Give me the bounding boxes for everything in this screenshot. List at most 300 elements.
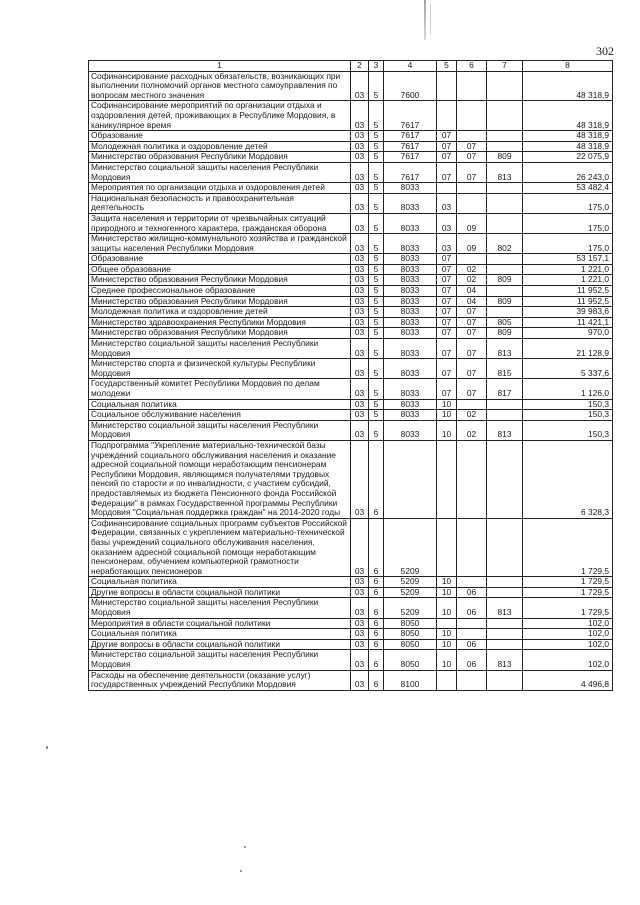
code-cell: 07 [437,379,457,399]
column-header: 5 [437,61,457,72]
table-row [89,307,613,318]
code-cell: 03 [351,618,369,629]
code-cell: 07 [437,296,457,307]
code-cell: 8050 [384,650,437,670]
code-cell: 6 [369,518,384,577]
table-row [89,629,613,640]
amount-cell: 150,3 [523,420,613,440]
code-cell: 03 [351,234,369,254]
row-name-cell: Подпрограмма "Укрепление материально-технической базы учреждений социального обслуживания населения и оказание адресной социальной помощи неработающим пенсионерам Республики Мордовия, являющимся получателями трудовых пенсий по старости и по инвалидности, с участием субсидий, предоставляемых из бюджета Пенсионного фонда Российской Федерации" в рамках Государственной программы Республики Мордовия "Социальная поддержка граждан" на 2014-2020 годы [89,440,351,518]
code-cell: 5 [369,131,384,142]
code-cell: 7600 [384,71,437,101]
code-cell [487,399,523,410]
scan-speck [244,846,246,848]
code-cell: 8033 [384,193,437,213]
code-cell: 5 [369,379,384,399]
code-cell: 07 [437,328,457,339]
row-name-cell: Национальная безопасность и правоохранительная деятельность [89,193,351,213]
amount-cell: 1 221,0 [523,264,613,275]
code-cell: 5 [369,359,384,379]
code-cell: 809 [487,296,523,307]
code-cell [487,629,523,640]
table-row [89,399,613,410]
table-row [89,670,613,690]
code-cell: 03 [351,275,369,286]
code-cell: 10 [437,629,457,640]
code-cell: 03 [351,339,369,359]
row-name-cell: Социальное обслуживание населения [89,410,351,421]
code-cell [487,183,523,194]
row-name-cell: Образование [89,254,351,265]
row-name-cell: Министерство образования Республики Мордовия [89,296,351,307]
table-row [89,141,613,152]
code-cell: 03 [351,440,369,518]
code-cell: 5 [369,152,384,163]
code-cell: 07 [437,131,457,142]
code-cell [437,71,457,101]
code-cell [487,286,523,297]
code-cell: 03 [351,131,369,142]
code-cell: 7617 [384,101,437,131]
code-cell: 8033 [384,296,437,307]
code-cell: 02 [457,420,487,440]
table-row [89,286,613,297]
code-cell: 5 [369,296,384,307]
amount-cell: 11 421,1 [523,317,613,328]
row-name-cell: Другие вопросы в области социальной политики [89,587,351,598]
column-header: 6 [457,61,487,72]
code-cell: 07 [437,339,457,359]
code-cell: 10 [437,577,457,588]
code-cell [457,101,487,131]
code-cell: 8033 [384,264,437,275]
code-cell [457,618,487,629]
table-row [89,183,613,194]
code-cell: 815 [487,359,523,379]
code-cell: 5209 [384,518,437,577]
code-cell: 8033 [384,339,437,359]
code-cell: 07 [457,307,487,318]
code-cell: 813 [487,598,523,618]
code-cell: 5 [369,193,384,213]
code-cell [384,440,437,518]
code-cell: 8033 [384,317,437,328]
row-name-cell: Министерство социальной защиты населения Республики Мордовия [89,598,351,618]
column-header: 8 [523,61,613,72]
code-cell: 813 [487,420,523,440]
column-header: 7 [487,61,523,72]
code-cell [487,307,523,318]
row-name-cell: Министерство спорта и физической культуры Республики Мордовия [89,359,351,379]
amount-cell: 1 729,5 [523,518,613,577]
amount-cell: 1 221,0 [523,275,613,286]
code-cell [437,440,457,518]
code-cell [487,618,523,629]
amount-cell: 39 983,6 [523,307,613,318]
code-cell: 5 [369,328,384,339]
code-cell: 03 [351,317,369,328]
table-row [89,440,613,518]
code-cell: 10 [437,420,457,440]
amount-cell: 11 952,5 [523,286,613,297]
code-cell: 09 [457,213,487,233]
row-name-cell: Мероприятия по организации отдыха и оздоровления детей [89,183,351,194]
code-cell: 6 [369,670,384,690]
code-cell: 03 [437,213,457,233]
code-cell: 10 [437,598,457,618]
amount-cell: 53 157,1 [523,254,613,265]
amount-cell: 1 729,5 [523,587,613,598]
code-cell: 8033 [384,286,437,297]
code-cell: 03 [351,577,369,588]
code-cell: 5 [369,420,384,440]
row-name-cell: Министерство социальной защиты населения Республики Мордовия [89,162,351,182]
code-cell: 813 [487,650,523,670]
code-cell: 809 [487,152,523,163]
row-name-cell: Защита населения и территории от чрезвычайных ситуаций природного и техногенного характера, гражданская оборона [89,213,351,233]
code-cell: 07 [457,141,487,152]
code-cell [457,518,487,577]
code-cell: 8033 [384,359,437,379]
code-cell: 5209 [384,598,437,618]
code-cell: 6 [369,577,384,588]
code-cell: 03 [351,162,369,182]
code-cell: 5 [369,339,384,359]
scan-artifact [430,4,431,34]
code-cell [487,71,523,101]
code-cell: 03 [351,101,369,131]
table-row [89,234,613,254]
code-cell: 03 [351,670,369,690]
code-cell: 809 [487,328,523,339]
amount-cell: 1 729,5 [523,577,613,588]
code-cell: 802 [487,234,523,254]
row-name-cell: Среднее профессиональное образование [89,286,351,297]
code-cell: 07 [457,152,487,163]
code-cell: 03 [351,420,369,440]
row-name-cell: Социальная политика [89,399,351,410]
table-row [89,598,613,618]
code-cell: 03 [351,183,369,194]
code-cell: 5209 [384,577,437,588]
code-cell: 07 [457,328,487,339]
table-row [89,328,613,339]
row-name-cell: Образование [89,131,351,142]
code-cell: 07 [437,152,457,163]
code-cell: 03 [351,193,369,213]
code-cell: 07 [457,379,487,399]
code-cell: 10 [437,399,457,410]
code-cell: 5 [369,162,384,182]
amount-cell: 48 318,9 [523,71,613,101]
code-cell: 07 [437,141,457,152]
amount-cell: 970,0 [523,328,613,339]
code-cell: 02 [457,410,487,421]
code-cell: 813 [487,162,523,182]
table-row [89,162,613,182]
code-cell [487,213,523,233]
code-cell: 5 [369,317,384,328]
scan-speck [240,870,242,872]
code-cell: 03 [351,629,369,640]
code-cell: 07 [437,275,457,286]
row-name-cell: Министерство жилищно-коммунального хозяйства и гражданской защиты населения Республики Мордовия [89,234,351,254]
code-cell: 07 [457,317,487,328]
amount-cell: 102,0 [523,650,613,670]
code-cell: 07 [437,317,457,328]
amount-cell: 150,3 [523,410,613,421]
table-row [89,193,613,213]
table-row [89,296,613,307]
code-cell [457,399,487,410]
code-cell: 07 [437,307,457,318]
row-name-cell: Министерство образования Республики Мордовия [89,328,351,339]
code-cell: 03 [351,639,369,650]
code-cell [457,440,487,518]
code-cell [487,639,523,650]
row-name-cell: Софинансирование расходных обязательств, возникающих при выполнении полномочий органов местного самоуправления по вопросам местного значения [89,71,351,101]
code-cell: 8033 [384,379,437,399]
code-cell: 8050 [384,629,437,640]
code-cell: 8033 [384,307,437,318]
code-cell [487,587,523,598]
code-cell: 5 [369,410,384,421]
code-cell: 03 [437,234,457,254]
table-body [89,71,613,690]
code-cell [437,518,457,577]
code-cell: 5 [369,307,384,318]
table-row [89,587,613,598]
code-cell [457,71,487,101]
row-name-cell: Молодежная политика и оздоровление детей [89,307,351,318]
row-name-cell: Министерство образования Республики Мордовия [89,275,351,286]
row-name-cell: Мероприятия в области социальной политики [89,618,351,629]
code-cell: 5 [369,101,384,131]
code-cell: 03 [351,71,369,101]
table-row [89,339,613,359]
code-cell [457,183,487,194]
amount-cell: 1 126,0 [523,379,613,399]
code-cell: 03 [351,307,369,318]
row-name-cell: Министерство здравоохранения Республики Мордовия [89,317,351,328]
code-cell: 5209 [384,587,437,598]
amount-cell: 48 318,9 [523,131,613,142]
code-cell [487,131,523,142]
code-cell: 8050 [384,618,437,629]
code-cell: 5 [369,399,384,410]
code-cell: 03 [351,410,369,421]
code-cell: 04 [457,286,487,297]
code-cell: 09 [457,234,487,254]
amount-cell: 4 496,8 [523,670,613,690]
code-cell: 03 [437,193,457,213]
amount-cell: 102,0 [523,618,613,629]
code-cell: 04 [457,296,487,307]
table-row [89,420,613,440]
amount-cell: 150,3 [523,399,613,410]
amount-cell: 175,0 [523,234,613,254]
code-cell: 03 [351,296,369,307]
table-row [89,410,613,421]
code-cell: 5 [369,234,384,254]
table-header-row [89,61,613,72]
table-row [89,275,613,286]
code-cell: 07 [457,359,487,379]
code-cell: 8033 [384,213,437,233]
code-cell: 6 [369,650,384,670]
code-cell [487,193,523,213]
table-row [89,518,613,577]
code-cell: 5 [369,141,384,152]
code-cell: 10 [437,410,457,421]
code-cell: 5 [369,183,384,194]
code-cell [487,670,523,690]
code-cell [457,131,487,142]
row-name-cell: Молодежная политика и оздоровление детей [89,141,351,152]
code-cell: 03 [351,399,369,410]
code-cell: 03 [351,598,369,618]
code-cell: 10 [437,587,457,598]
row-name-cell: Софинансирование социальных программ субъектов Российской Федерации, связанных с укреплением материально-технической базы учреждений социального обслуживания населения, оказанием адресной социальной помощи неработающим пенсионерам, обучением компьютерной грамотности неработающих пенсионеров [89,518,351,577]
code-cell [437,670,457,690]
row-name-cell: Общее образование [89,264,351,275]
amount-cell: 5 337,6 [523,359,613,379]
code-cell: 6 [369,598,384,618]
table-row [89,639,613,650]
amount-cell: 26 243,0 [523,162,613,182]
table-row [89,264,613,275]
code-cell [487,518,523,577]
code-cell: 8033 [384,275,437,286]
code-cell: 5 [369,275,384,286]
code-cell: 7617 [384,162,437,182]
column-header: 1 [89,61,351,72]
code-cell: 6 [369,587,384,598]
amount-cell: 48 318,9 [523,101,613,131]
code-cell: 06 [457,650,487,670]
code-cell [437,183,457,194]
amount-cell: 11 952,5 [523,296,613,307]
code-cell: 809 [487,275,523,286]
table-row [89,254,613,265]
code-cell: 06 [457,587,487,598]
table-row [89,152,613,163]
code-cell: 03 [351,587,369,598]
code-cell: 6 [369,639,384,650]
code-cell: 8033 [384,234,437,254]
code-cell: 6 [369,629,384,640]
code-cell [487,577,523,588]
amount-cell: 21 128,9 [523,339,613,359]
row-name-cell: Министерство образования Республики Мордовия [89,152,351,163]
code-cell [487,254,523,265]
code-cell [457,670,487,690]
amount-cell: 22 075,9 [523,152,613,163]
code-cell: 03 [351,518,369,577]
code-cell: 03 [351,141,369,152]
table-row [89,618,613,629]
code-cell [487,101,523,131]
code-cell: 5 [369,286,384,297]
row-name-cell: Министерство социальной защиты населения Республики Мордовия [89,650,351,670]
amount-cell: 102,0 [523,639,613,650]
code-cell: 8033 [384,399,437,410]
code-cell: 06 [457,598,487,618]
table-row [89,131,613,142]
code-cell: 07 [437,254,457,265]
code-cell [457,193,487,213]
code-cell [457,254,487,265]
amount-cell: 48 318,9 [523,141,613,152]
code-cell: 07 [457,162,487,182]
table-row [89,213,613,233]
code-cell [437,618,457,629]
table-row [89,317,613,328]
code-cell: 8100 [384,670,437,690]
code-cell [457,577,487,588]
code-cell: 8033 [384,254,437,265]
code-cell: 8050 [384,639,437,650]
code-cell: 07 [437,162,457,182]
code-cell [457,629,487,640]
code-cell [487,141,523,152]
row-name-cell: Софинансирование мероприятий по организации отдыха и оздоровления детей, проживающих в Республике Мордовия, в каникулярное время [89,101,351,131]
amount-cell: 175,0 [523,213,613,233]
row-name-cell: Социальная политика [89,577,351,588]
code-cell: 8033 [384,183,437,194]
column-header: 3 [369,61,384,72]
code-cell: 6 [369,440,384,518]
row-name-cell: Другие вопросы в области социальной политики [89,639,351,650]
code-cell: 07 [437,264,457,275]
code-cell: 813 [487,339,523,359]
code-cell: 5 [369,213,384,233]
code-cell: 8033 [384,410,437,421]
code-cell: 7617 [384,141,437,152]
code-cell: 5 [369,71,384,101]
code-cell: 07 [457,339,487,359]
code-cell: 805 [487,317,523,328]
table-row [89,577,613,588]
code-cell [487,264,523,275]
code-cell: 10 [437,639,457,650]
table-row [89,71,613,101]
code-cell: 8033 [384,328,437,339]
scan-artifact [424,0,426,40]
code-cell: 03 [351,379,369,399]
row-name-cell: Государственный комитет Республики Мордовия по делам молодежи [89,379,351,399]
code-cell: 03 [351,254,369,265]
table-row [89,359,613,379]
code-cell: 06 [457,639,487,650]
budget-table [88,60,613,691]
code-cell: 8033 [384,420,437,440]
table-row [89,379,613,399]
code-cell: 03 [351,152,369,163]
code-cell [437,101,457,131]
table-row [89,101,613,131]
code-cell: 07 [437,286,457,297]
row-name-cell: Социальная политика [89,629,351,640]
row-name-cell: Министерство социальной защиты населения Республики Мордовия [89,339,351,359]
amount-cell: 1 729,5 [523,598,613,618]
code-cell: 7617 [384,131,437,142]
code-cell [487,410,523,421]
code-cell: 6 [369,618,384,629]
code-cell: 817 [487,379,523,399]
scan-speck [46,746,48,749]
code-cell: 03 [351,328,369,339]
